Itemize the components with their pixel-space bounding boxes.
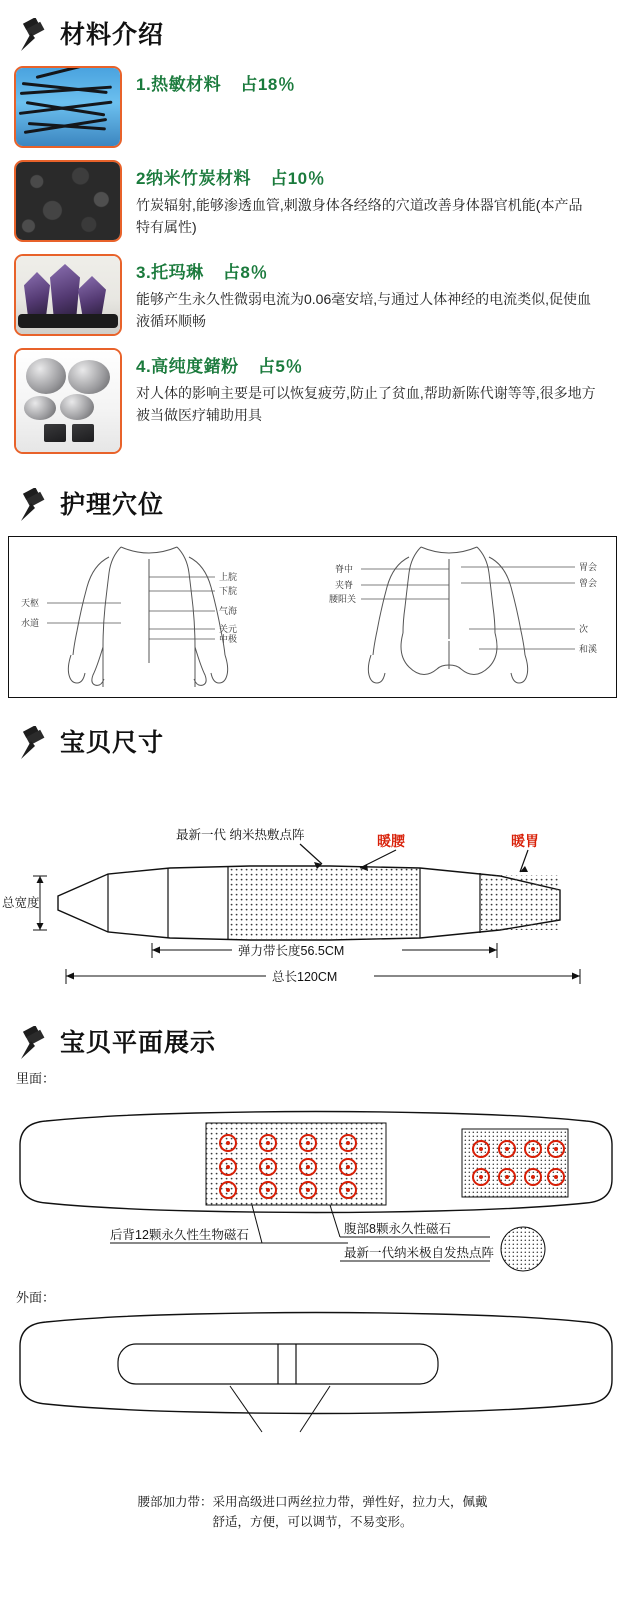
thermal-fiber-photo (14, 66, 122, 148)
germanium-photo (14, 348, 122, 454)
materials-list (0, 60, 625, 470)
section-header-flat (0, 1008, 625, 1068)
label-total-width: 总宽度 (2, 896, 40, 910)
material-title (136, 164, 611, 189)
acupoint-label: 水道 (21, 618, 40, 628)
section-title-flat: 宝贝平面展示 (60, 1029, 217, 1058)
bamboo-charcoal-photo (14, 160, 122, 242)
material-title (136, 352, 611, 377)
label-warm-waist: 暖腰 (377, 833, 405, 849)
material-title (136, 258, 611, 283)
pushpin-icon (18, 1026, 50, 1062)
material-percent: 占8％ (222, 263, 268, 282)
size-diagram (0, 778, 625, 1008)
outer-side-diagram (0, 1306, 625, 1486)
flat-display (0, 1068, 625, 1556)
label-total-length: 总长120CM (272, 970, 338, 984)
acupoint-label: 脊中 (335, 564, 354, 574)
material-title (136, 70, 611, 95)
material-desc: 能够产生永久性微弱电流为0.06毫安培,与通过人体神经的电流类似,促使血液循环顺畅 (136, 291, 592, 329)
pushpin-icon (18, 18, 50, 54)
inner-side-label: 里面： (16, 1071, 56, 1086)
fiber-image (16, 68, 120, 146)
material-text (122, 160, 611, 238)
outer-side-label: 外面： (16, 1290, 56, 1305)
material-item (14, 348, 611, 454)
bottom-note (0, 1486, 625, 1556)
section-header-size (0, 708, 625, 768)
acupoint-label: 夹脊 (335, 580, 354, 590)
acupoint-label: 和溪 (579, 644, 598, 654)
material-text (122, 348, 611, 426)
inner-side-diagram (0, 1087, 625, 1287)
material-desc: 对人体的影响主要是可以恢复疲劳,防止了贫血,帮助新陈代谢等等,很多地方被当做医疗辅助用具 (136, 385, 596, 423)
germanium-image (16, 350, 120, 452)
acupoint-label: 次 (579, 624, 589, 634)
acupoint-label: 关元 (219, 624, 238, 634)
material-title-text: 3.托玛琳 (136, 263, 204, 282)
section-title-size: 宝贝尺寸 (60, 729, 165, 758)
material-item (14, 160, 611, 242)
section-header-materials (0, 0, 625, 60)
tourmaline-image (16, 256, 120, 334)
material-title-text: 1.热敏材料 (136, 75, 222, 94)
section-title-acupoints: 护理穴位 (60, 491, 165, 520)
material-item (14, 66, 611, 148)
acupoint-diagram (8, 536, 617, 698)
acupoint-label: 腰阳关 (329, 594, 357, 604)
acupoint-label: 胃会 (579, 562, 598, 572)
label-warm-stomach: 暖胃 (511, 833, 539, 849)
material-item (14, 254, 611, 336)
material-title-text: 2纳米竹炭材料 (136, 169, 251, 188)
callout-dot-matrix: 最新一代纳米极自发热点阵 (344, 1246, 495, 1260)
acupoint-label: 下脘 (219, 586, 238, 596)
callout-back-magnets: 后背12颗永久性生物磁石 (110, 1228, 249, 1242)
bottom-note-line2: 舒适，方便，可以调节，不易变形。 (212, 1515, 413, 1529)
size-top-label: 最新一代 纳米热敷点阵 (176, 828, 305, 842)
tourmaline-photo (14, 254, 122, 336)
material-title-text: 4.高纯度鍺粉 (136, 357, 239, 376)
pushpin-icon (18, 726, 50, 762)
section-title-materials: 材料介绍 (60, 21, 165, 50)
acupoint-label: 曾会 (579, 578, 598, 588)
acupoint-label: 上脘 (219, 572, 238, 582)
acupoint-label: 天枢 (21, 598, 40, 608)
label-elastic-length: 弹力带长度56.5CM (238, 944, 345, 958)
material-desc: 竹炭辐射,能够渗透血管,刺激身体各经络的穴道改善身体器官机能(本产品特有属性) (136, 197, 583, 235)
material-text (122, 66, 611, 101)
material-percent: 占10％ (270, 169, 326, 188)
acupoint-label: 气海 (219, 606, 238, 616)
material-percent: 占18％ (240, 75, 296, 94)
bottom-note-line1: 腰部加力带：采用高级进口两丝拉力带，弹性好，拉力大，佩戴 (137, 1495, 488, 1509)
section-header-acupoints (0, 470, 625, 530)
material-text (122, 254, 611, 332)
callout-belly-magnets: 腹部8颗永久性磁石 (344, 1222, 451, 1236)
material-percent: 占5％ (257, 357, 303, 376)
pushpin-icon (18, 488, 50, 524)
charcoal-image (16, 162, 120, 240)
acupoint-label: 中极 (219, 634, 238, 644)
